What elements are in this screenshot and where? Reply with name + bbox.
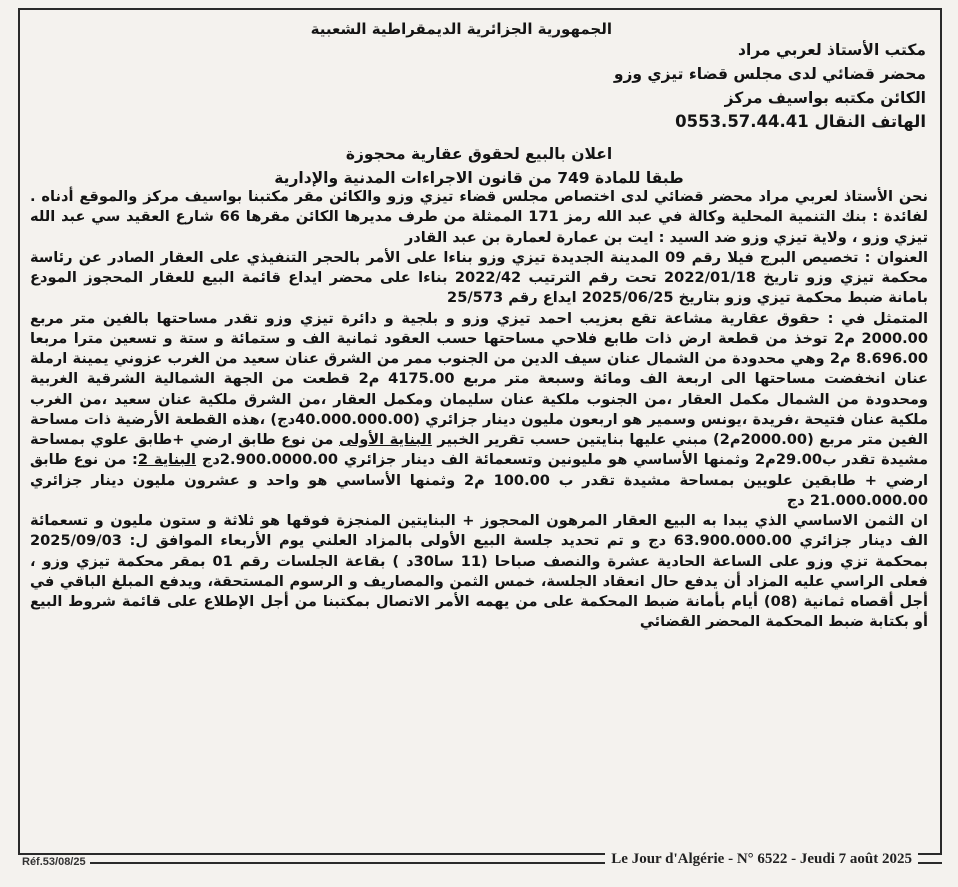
paragraph-address: العنوان : تخصيص البرج فيلا رقم 09 المدينة الجديدة تيزي وزو بناءا على الأمر بالحجر التنفيذي على العقار الصادر عن رئاسة محكمة تيزي وزو تاريخ 2022/01/18 تحت رقم الترتيب 2022/42 بناءا على محضر ايداع قائمة البيع للعقار المحجوز المودع بامانة ضبط محكمة تيزي وزو بتاريخ 2025/06/25 ايداع رقم 25/573 — [30, 248, 929, 307]
title-line-1: اعلان بالبيع لحقوق عقارية محجوزة — [345, 145, 613, 163]
building-2-label: البناية 2 — [137, 451, 197, 469]
paragraph-parties: نحن الأستاذ لعربي مراد محضر قضائي لدى اختصاص مجلس قضاء تيزي وزو والكائن مقر مكتبنا بواسيف مركز والموقع أدناه . لفائدة : بنك التنمية المحلية وكالة في عبد الله رمز 171 الممثلة من طرف مديرها الكائن مقرها 66 شارع العقيد سي عبد الله تيزي وزو ، ولاية تيزي وزو ضد السيد : ايت بن عمارة لعمارة بن عبد القادر — [30, 188, 928, 246]
footer-reference: Réf.53/08/25 — [18, 856, 90, 868]
property-text-a: المتمثل في : حقوق عقارية مشاعة تقع بعزيب احمد تيزي وزو و بلجية و دائرة تيزي وزو تقدر مساحتها بالفين متر مربع 2000.00 م2 توخذ من قطعة ارض ذات طابع فلاحي مساحتها حسب العقود ثمانية الف و ستمائة و ستة و تسعين مترا مربعا 8.696.00 م2 وهي محدودة من الشمال عنان سيف الدين من الجنوب ممر من الشرق عنان سعيد من الغرب عزوني يمينة ارملة عنان انخفضت مساحتها الى اربعة الف ومائة وسبعة متر مربع 4175.00 م2 قطعت من الجهة الشمالية الشرقية الغربية ومحدودة من الشمال مكمل العقار ،من الجنوب ملكية عنان سليمان ومكمل العقار ،من الشرق ملكية عنان سعيد ،من الغرب ملكية عنان فتيحة ،فريدة ،يونس وسمير هو اربعون مليون دينار جزائري (40.000.000.00دج) ،هذه القطعة الأرضية ذات مساحة الفين متر مربع (2000.00م2) مبني عليها بنايتين حسب تقرير الخبير — [30, 309, 928, 448]
legal-notice — [26, 14, 932, 849]
paragraph-sale-terms: ان الثمن الاساسي الذي يبدا به البيع العقار المرهون المحجوز + البنايتين المنجزة فوقها هو ثلاثة و ستون مليون و تسعمائة الف دينار جزائري 63.900.000.00 دج و تم تحديد جلسة البيع الأولى بالمزاد العلني يوم الأربعاء الموافق ل: 2025/09/03 بمحكمة تزي وزو على الساعة الحادية عشرة والنصف صباحا (11 سا30د ) بقاعة الجلسات رقم 01 بمقر محكمة تيزي وزو ، فعلى الراسي عليه المزاد أن يدفع حال انعقاد الجلسة، خمس الثمن والمصاريف و الرسوم المستحقة، ويدفع المبلغ الباقي في أجل أقصاه ثمانية (08) أيام بأمانة ضبط المحكمة على من يهمه الأمر الاتصال بمكتبنا من أجل الإطلاع على قائمة شروط البيع أو بكتابة ضبط المحكمة المحضر القضائي — [30, 512, 928, 631]
notice-title — [26, 142, 932, 190]
title-line-2: طبقا للمادة 749 من قانون الاجراءات المدنية والإدارية — [274, 169, 684, 187]
office-block — [614, 38, 926, 134]
footer-publication: Le Jour d'Algérie - N° 6522 - Jeudi 7 août 2025 — [605, 851, 918, 868]
office-role: محضر قضائي لدى مجلس قضاء تيزي وزو — [613, 65, 926, 83]
building-1-label: البناية الأولى — [338, 431, 432, 448]
paragraph-property — [30, 309, 928, 512]
notice-body — [30, 187, 928, 633]
property-text-c: : من نوع طابق ارضي + طابقين علويين بمساحة مشيدة تقدر ب 100.00 م2 وثمنها الأساسي هو واحد و عشرون مليون دينار جزائري 21.000.000.00 دج — [30, 451, 928, 509]
property-text-b: من نوع طابق ارضي +طابق علوي بمساحة مشيدة تقدر ب29.00م2 وثمنها الأساسي هو مليونين وتسعمائة الف دينار جزائري 2.900.0000.00دج — [30, 431, 929, 469]
office-name: مكتب الأستاذ لعربي مراد — [738, 41, 926, 59]
republic-header: الجمهورية الجزائرية الديمقراطية الشعبية — [310, 20, 612, 38]
office-phone: الهاتف النقال 0553.57.44.41 — [675, 112, 926, 131]
office-address: الكائن مكتبه بواسيف مركز — [724, 89, 926, 107]
